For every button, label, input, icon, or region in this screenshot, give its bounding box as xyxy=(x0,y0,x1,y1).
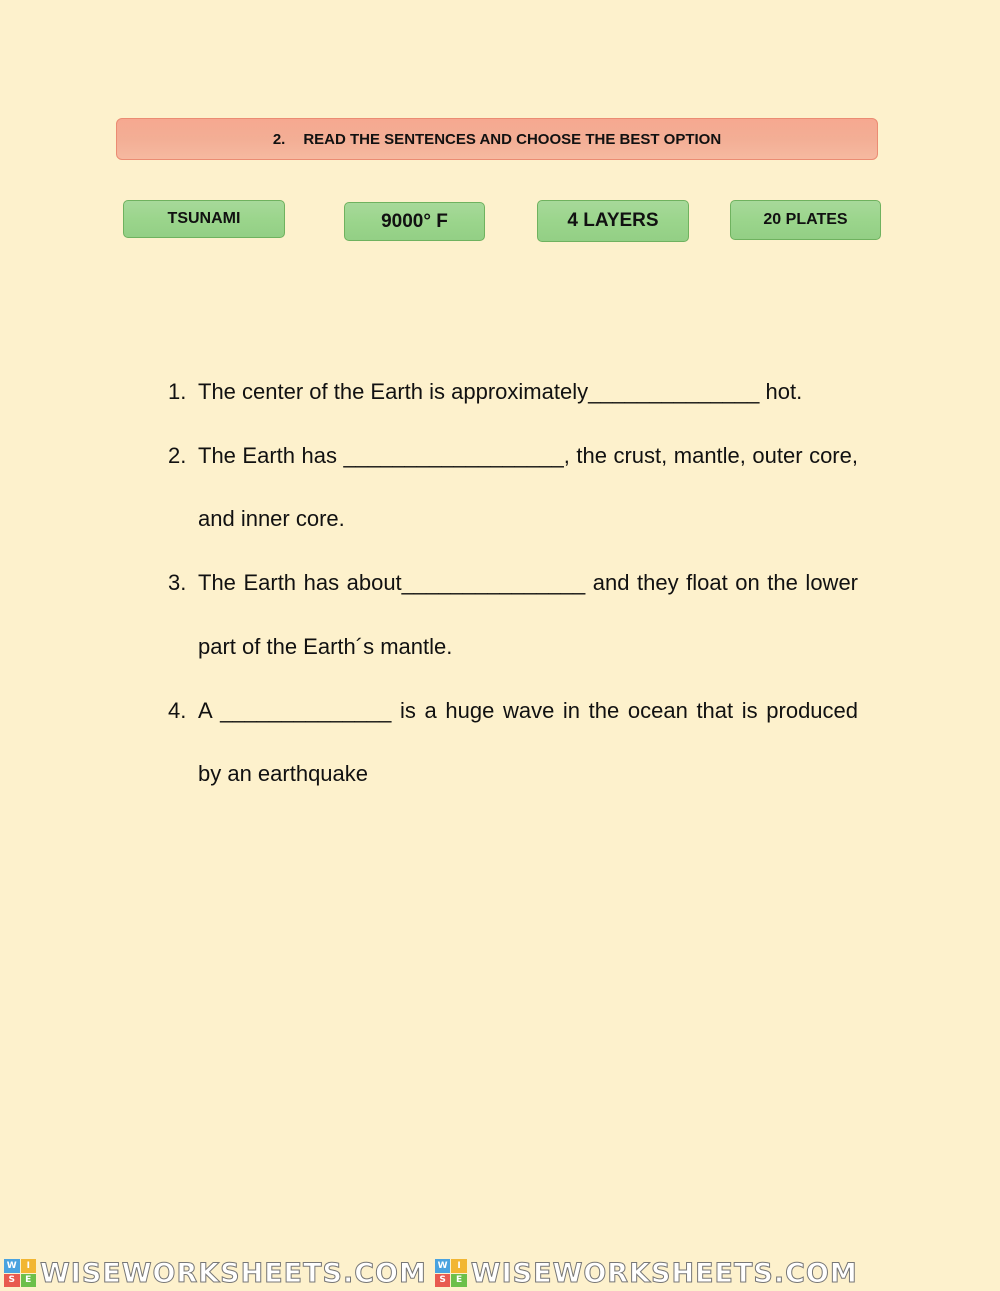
question-text: The Earth has about_______________ and they float on the lower part of the Earth´s mantle. xyxy=(198,570,858,659)
question-1 xyxy=(168,360,858,424)
brand-text: WISEWORKSHEETS.COM xyxy=(40,1257,427,1289)
question-number: 1. xyxy=(168,379,187,404)
logo-icon: W I S E xyxy=(4,1259,36,1287)
option-4-layers[interactable]: 4 LAYERS xyxy=(537,200,689,242)
question-2 xyxy=(168,424,858,551)
answer-blank[interactable]: _______________ xyxy=(401,570,586,596)
question-text: A ______________ is a huge wave in the ocean that is produced by an earthquake xyxy=(198,697,859,787)
brand-text: WISEWORKSHEETS.COM xyxy=(470,1257,858,1289)
question-list xyxy=(168,360,858,806)
logo-icon: W I S E xyxy=(435,1259,467,1287)
answer-blank[interactable]: ______________ xyxy=(220,697,392,723)
instruction-number: 2. xyxy=(272,130,286,148)
option-9000-f[interactable]: 9000° F xyxy=(344,202,485,241)
option-20-plates[interactable]: 20 PLATES xyxy=(730,200,881,240)
answer-blank[interactable]: ______________ xyxy=(588,379,760,404)
instruction-title: READ THE SENTENCES AND CHOOSE THE BEST OPTION xyxy=(303,130,722,148)
instruction-header xyxy=(116,118,878,160)
option-tsunami[interactable]: TSUNAMI xyxy=(123,200,285,238)
question-number: 3. xyxy=(168,570,187,596)
question-number: 2. xyxy=(168,442,187,468)
footer-watermark xyxy=(0,1255,1000,1291)
answer-blank[interactable]: __________________ xyxy=(343,442,564,468)
question-text: The Earth has __________________, the crust, mantle, outer core, and inner core. xyxy=(198,442,858,532)
question-4 xyxy=(168,679,858,806)
brand-logo xyxy=(431,1258,858,1289)
question-text: The center of the Earth is approximately______________ hot. xyxy=(198,379,803,404)
question-number: 4. xyxy=(168,697,187,723)
question-3 xyxy=(168,551,858,678)
brand-logo xyxy=(0,1258,427,1289)
